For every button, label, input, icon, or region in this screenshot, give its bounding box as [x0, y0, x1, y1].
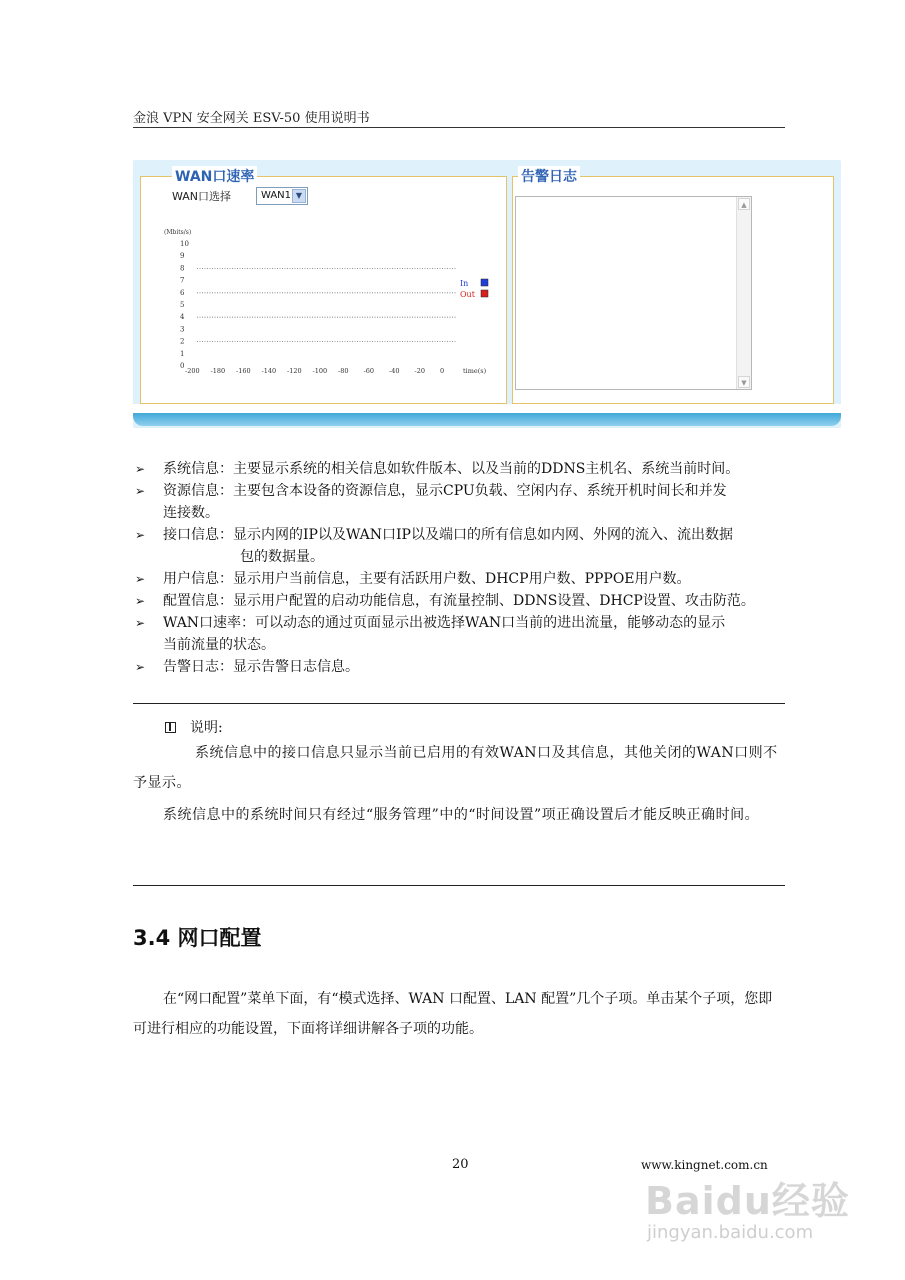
arrow-bullet-icon: ➢ — [135, 594, 146, 608]
wan-select[interactable] — [256, 187, 308, 205]
bullet-item — [135, 524, 790, 568]
note-book-icon — [165, 722, 176, 733]
page-number: 20 — [452, 1157, 469, 1172]
watermark-logo: Baidu经验 — [645, 1179, 850, 1223]
bullet-label: 用户信息： — [163, 571, 233, 587]
legend-label: In — [460, 279, 469, 288]
section-paragraph: 在“网口配置”菜单下面，有“模式选择、WAN 口配置、LAN 配置”几个子项。单击某个子项，您即可进行相应的功能设置，下面将详细讲解各子项的功能。 — [133, 991, 773, 1037]
x-axis-label: time(s) — [463, 367, 487, 375]
bullet-text: 显示告警日志信息。 — [233, 659, 359, 675]
bullet-item — [135, 590, 790, 612]
y-tick-label: 9 — [180, 252, 185, 261]
watermark-url: jingyan.baidu.com — [647, 1222, 814, 1243]
bullet-label: 系统信息： — [163, 461, 233, 477]
header-rule — [133, 127, 785, 128]
y-tick-label: 8 — [180, 264, 185, 273]
y-tick-label: 2 — [180, 337, 185, 346]
feature-list — [135, 458, 790, 678]
bullet-item — [135, 568, 790, 590]
bullet-item — [135, 480, 790, 524]
arrow-bullet-icon: ➢ — [135, 660, 146, 674]
x-tick-label: -140 — [261, 367, 277, 375]
y-tick-label: 7 — [180, 276, 185, 285]
bullet-text: 显示用户配置的启动功能信息，有流量控制、DDNS设置、DHCP设置、攻击防范。 — [233, 593, 755, 609]
y-tick-label: 3 — [180, 325, 185, 334]
y-tick-label: 0 — [180, 362, 185, 370]
note-heading — [165, 717, 223, 737]
alarm-log-title: 告警日志 — [518, 166, 580, 186]
arrow-bullet-icon: ➢ — [135, 572, 146, 586]
note-top-rule — [133, 703, 785, 704]
bullet-text: 显示用户当前信息，主要有活跃用户数、DHCP用户数、PPPOE用户数。 — [233, 571, 691, 587]
y-tick-label: 5 — [180, 301, 185, 309]
x-tick-label: -100 — [312, 367, 328, 375]
bullet-label: 告警日志： — [163, 659, 233, 675]
bullet-label: 接口信息： — [163, 527, 233, 543]
bullet-text: 主要显示系统的相关信息如软件版本、以及当前的DDNS主机名、系统当前时间。 — [233, 461, 740, 477]
footer-url: www.kingnet.com.cn — [641, 1158, 768, 1172]
bullet-continuation: 包的数据量。 — [240, 549, 324, 565]
x-tick-label: -40 — [389, 367, 400, 375]
y-tick-label: 10 — [180, 240, 189, 248]
bullet-label: 配置信息： — [163, 593, 233, 609]
x-tick-label: -60 — [363, 367, 374, 375]
x-tick-label: -20 — [414, 367, 425, 375]
bullet-item — [135, 458, 790, 480]
scroll-down-icon[interactable]: ▼ — [738, 376, 750, 388]
wan-select-label: WAN口选择 — [172, 190, 232, 203]
bullet-item — [135, 656, 790, 678]
arrow-bullet-icon: ➢ — [135, 616, 146, 630]
bullet-label: 资源信息： — [163, 483, 233, 499]
bullet-text: 显示内网的IP以及WAN口IP以及端口的所有信息如内网、外网的流入、流出数据 — [233, 527, 733, 543]
note-paragraph-1: 系统信息中的接口信息只显示当前已启用的有效WAN口及其信息，其他关闭的WAN口则不予显示。 — [133, 745, 778, 791]
wan-rate-title: WAN口速率 — [172, 166, 257, 186]
bullet-continuation: 连接数。 — [163, 505, 219, 521]
section-title: 3.4 网口配置 — [133, 926, 262, 950]
arrow-bullet-icon: ➢ — [135, 484, 146, 498]
arrow-bullet-icon: ➢ — [135, 528, 146, 542]
y-axis-label: (Mbits/s) — [164, 229, 192, 236]
arrow-bullet-icon: ➢ — [135, 462, 146, 476]
bullet-continuation: 当前流量的状态。 — [163, 637, 275, 653]
bullet-item — [135, 612, 790, 656]
note-heading-text: 说明: — [190, 720, 223, 736]
document-header-title: 金浪 VPN 安全网关 ESV-50 使用说明书 — [133, 111, 370, 126]
scroll-up-icon[interactable]: ▲ — [738, 198, 750, 210]
x-tick-label: -80 — [338, 367, 349, 375]
alarm-log-textarea[interactable] — [515, 196, 752, 390]
x-tick-label: -160 — [236, 367, 251, 375]
y-tick-label: 4 — [180, 313, 185, 322]
legend-swatch — [481, 290, 488, 297]
bullet-text: 主要包含本设备的资源信息，显示CPU负载、空闲内存、系统开机时间长和并发 — [233, 483, 727, 499]
chevron-down-icon[interactable]: ▼ — [292, 189, 306, 203]
bullet-text: 可以动态的通过页面显示出被选择WAN口当前的进出流量，能够动态的显示 — [255, 615, 726, 631]
wan-rate-chart — [140, 220, 500, 385]
screenshot-bottom-bar — [133, 404, 841, 426]
legend-swatch — [481, 279, 488, 286]
wan-select-value: WAN1 — [261, 190, 292, 201]
note-paragraph-2: 系统信息中的系统时间只有经过“服务管理”中的“时间设置”项正确设置后才能反映正确时间。 — [163, 807, 760, 823]
x-tick-label: 0 — [440, 367, 445, 375]
x-tick-label: -200 — [185, 367, 200, 375]
y-tick-label: 6 — [180, 288, 185, 297]
note-bottom-rule — [133, 885, 785, 886]
log-scrollbar[interactable] — [736, 197, 751, 389]
x-tick-label: -120 — [287, 367, 302, 375]
x-tick-label: -180 — [210, 367, 226, 375]
legend-label: Out — [460, 290, 475, 299]
bullet-label: WAN口速率： — [163, 615, 256, 631]
y-tick-label: 1 — [180, 349, 185, 358]
